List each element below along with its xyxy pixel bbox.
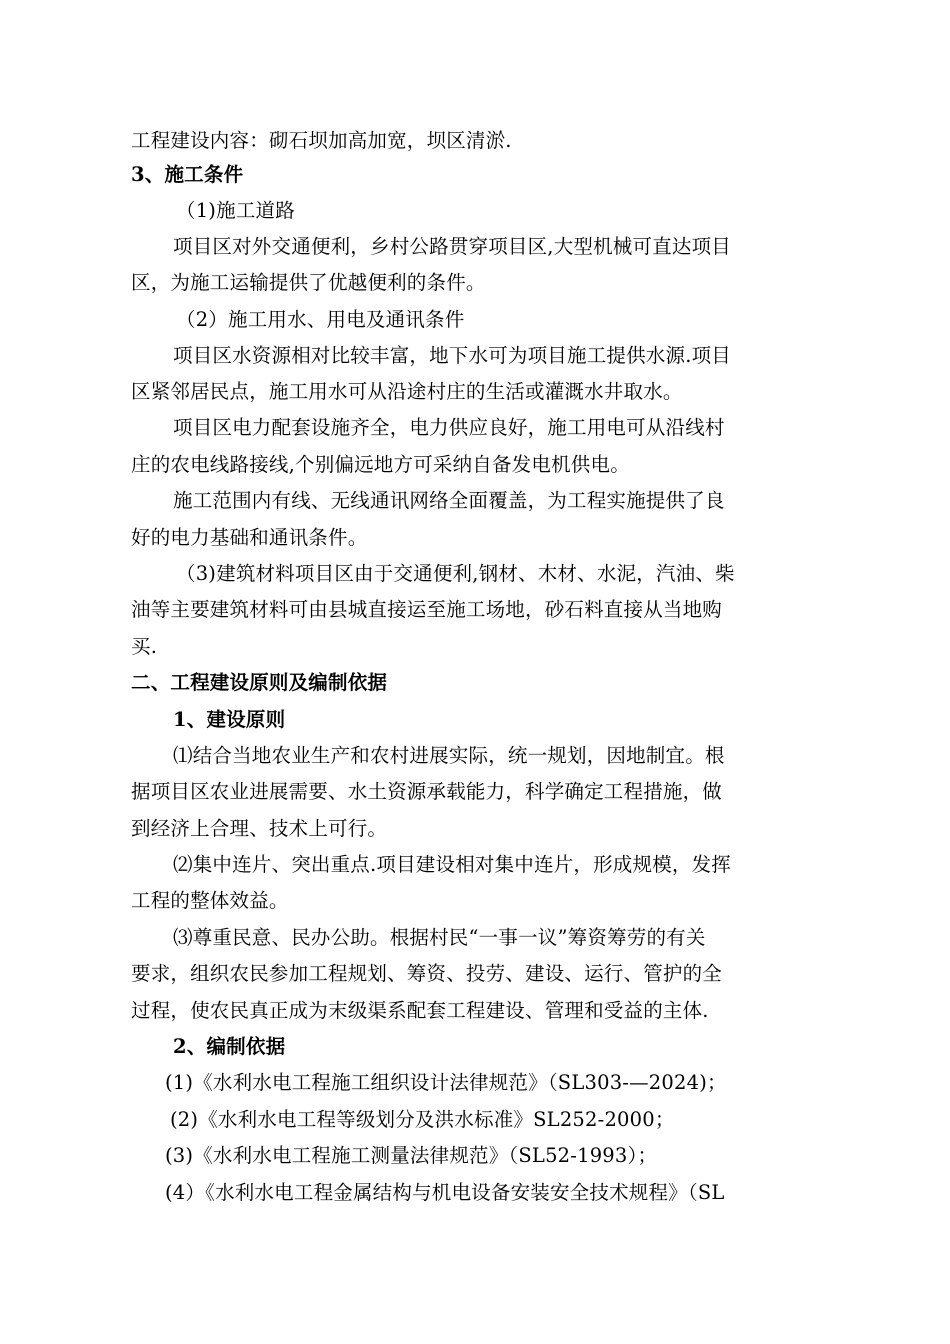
- paragraph-line: 到经济上合理、技术上可行。: [131, 817, 388, 840]
- paragraph-line: ⑴结合当地农业生产和农村进展实际，统一规划，因地制宜。根: [173, 744, 725, 767]
- paragraph-line: 油等主要建筑材料可由县城直接运至施工场地，砂石料直接从当地购: [131, 598, 723, 621]
- paragraph-line: 项目区对外交通便利，乡村公路贯穿项目区,大型机械可直达项目: [173, 235, 731, 258]
- section-heading-construction-conditions: 3、施工条件: [131, 163, 244, 186]
- reference-item: (1)《水利水电工程施工组织设计法律规范》（SL303-—2024)；: [165, 1071, 727, 1094]
- paragraph-line: 区，为施工运输提供了优越便利的条件。: [131, 271, 486, 294]
- paragraph-line: ⑵集中连片、突出重点.项目建设相对集中连片，形成规模，发挥: [173, 853, 731, 876]
- paragraph-line: ⑶尊重民意、民办公助。根据村民“一事一议”筹资筹劳的有关: [173, 926, 706, 949]
- subheading-compilation-basis: 2、编制依据: [173, 1035, 286, 1058]
- paragraph-line: 过程，使农民真正成为末级渠系配套工程建设、管理和受益的主体.: [131, 999, 709, 1022]
- paragraph-line: 区紧邻居民点，施工用水可从沿途村庄的生活或灌溉水井取水。: [131, 380, 683, 403]
- paragraph-line: 据项目区农业进展需要、水土资源承载能力，科学确定工程措施，做: [131, 780, 723, 803]
- paragraph-line: 工程的整体效益。: [131, 889, 289, 912]
- subheading-water-power-communication: （2）施工用水、用电及通讯条件: [176, 308, 465, 331]
- paragraph-line: 要求，组织农民参加工程规划、筹资、投劳、建设、运行、管护的全: [131, 962, 723, 985]
- reference-item: (3)《水利水电工程施工测量法律规范》（SL52-1993）；: [165, 1144, 658, 1167]
- paragraph-line: 买.: [131, 635, 158, 658]
- paragraph-line: （3)建筑材料项目区由于交通便利,钢材、木材、水泥，汽油、柴: [176, 562, 735, 585]
- section-heading-principles-basis: 二、工程建设原则及编制依据: [131, 671, 388, 694]
- subheading-construction-principles: 1、建设原则: [173, 708, 286, 731]
- reference-item: (2)《水利水电工程等级划分及洪水标准》SL252-2000；: [170, 1108, 675, 1131]
- reference-item: (4）《水利水电工程金属结构与机电设备安装安全技术规程》（SL: [165, 1181, 725, 1204]
- subheading-construction-road: （1)施工道路: [176, 199, 295, 222]
- construction-content-line: 工程建设内容：砌石坝加高加宽，坝区清淤.: [131, 129, 512, 152]
- paragraph-line: 庄的农电线路接线,个别偏远地方可采纳自备发电机供电。: [131, 453, 630, 476]
- paragraph-line: 施工范围内有线、无线通讯网络全面覆盖，为工程实施提供了良: [173, 489, 725, 512]
- paragraph-line: 项目区水资源相对比较丰富，地下水可为项目施工提供水源.项目: [173, 344, 731, 367]
- paragraph-line: 好的电力基础和通讯条件。: [131, 526, 368, 549]
- paragraph-line: 项目区电力配套设施齐全，电力供应良好，施工用电可从沿线村: [173, 416, 725, 439]
